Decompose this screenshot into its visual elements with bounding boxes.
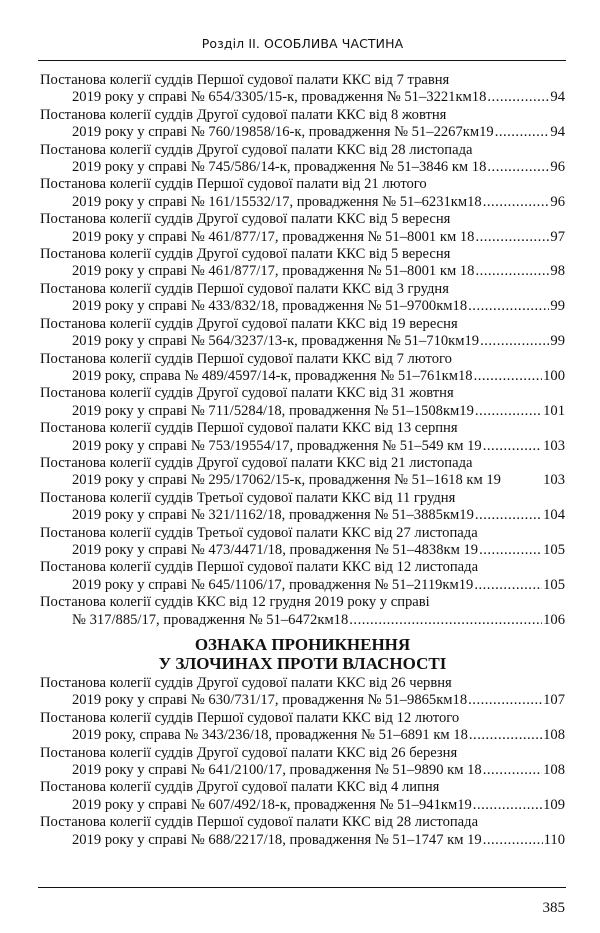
toc-entry-case-reference: 2019 року, справа № 489/4597/14-к, провадження № 51–761км18 [72, 367, 473, 384]
toc-entry-title: Постанова колегії суддів Першої судової палати ККС від 7 лютого [40, 350, 452, 367]
toc-entry[interactable] [40, 316, 565, 351]
toc-entry[interactable] [40, 455, 565, 490]
toc-entry-title: Постанова колегії суддів Третьої судової палати ККС від 27 листопада [40, 524, 478, 541]
toc-leader-dots [486, 89, 549, 106]
toc-entry[interactable] [40, 107, 565, 142]
toc-leader-dots [482, 194, 550, 211]
toc-entry[interactable] [40, 779, 565, 814]
toc-entry-title: Постанова колегії суддів Другої судової палати ККС від 31 жовтня [40, 385, 454, 402]
toc-entry-case-reference: 2019 року, справа № 343/236/18, провадження № 51–6891 км 18 [72, 727, 468, 744]
toc-entry-case-reference: 2019 року у справі № 645/1106/17, провадження № 51–2119км19 [72, 576, 474, 593]
toc-leader-spacer [501, 472, 542, 489]
toc-entry-page: 104 [543, 507, 565, 524]
toc-entry-detail-line [40, 403, 565, 420]
toc-leader-dots [479, 333, 549, 350]
toc-leader-dots [474, 507, 542, 524]
toc-entry-title: Постанова колегії суддів Другої судової палати ККС від 5 вересня [40, 211, 451, 228]
toc-leader-dots [472, 797, 542, 814]
toc-entry-case-reference: 2019 року у справі № 161/15532/17, провадження № 51–6231км18 [72, 193, 482, 210]
toc-entry-detail-line [40, 472, 565, 489]
toc-entry-page: 94 [550, 124, 565, 141]
toc-entry-title: Постанова колегії суддів Першої судової палати від 21 лютого [40, 176, 427, 193]
toc-leader-dots [474, 403, 542, 420]
toc-entry-case-reference: 2019 року у справі № 688/2217/18, провадження № 51–1747 км 19 [72, 831, 482, 848]
toc-leader-dots [348, 612, 542, 629]
toc-entry-case-reference: 2019 року у справі № 433/832/18, провадження № 51–9700км18 [72, 298, 468, 315]
toc-entry-title: Постанова колегії суддів Другої судової палати ККС від 4 липня [40, 779, 440, 796]
toc-entry-case-reference: 2019 року у справі № 461/877/17, провадження № 51–8001 км 18 [72, 263, 475, 280]
toc-entry-detail-line [40, 832, 565, 849]
toc-entry-title: Постанова колегії суддів Першої судової палати ККС від 28 листопада [40, 814, 479, 831]
toc-entry[interactable] [40, 559, 565, 594]
toc-entry-case-reference: 2019 року у справі № 607/492/18-к, провадження № 51–941км19 [72, 796, 472, 813]
toc-entry-page: 105 [543, 541, 565, 558]
section-heading-line-1: ОЗНАКА ПРОНИКНЕННЯ [194, 635, 411, 654]
toc-entry-page: 109 [543, 796, 565, 813]
toc-entry[interactable] [40, 211, 565, 246]
toc-entry-title: Постанова колегії суддів Першої судової палати ККС від 12 листопада [40, 559, 479, 576]
toc-entry-detail-line [40, 692, 565, 709]
toc-entry-title: Постанова колегії суддів Третьої судової палати ККС від 11 грудня [40, 489, 456, 506]
toc-leader-dots [473, 368, 543, 385]
toc-leader-dots [482, 438, 542, 455]
toc-entry[interactable] [40, 710, 565, 745]
toc-entry-case-reference: 2019 року у справі № 564/3237/13-к, провадження № 51–710км19 [72, 333, 480, 350]
toc-leader-dots [467, 298, 549, 315]
toc-entry-title: Постанова колегії суддів Другої судової палати ККС від 21 листопада [40, 454, 473, 471]
toc-entry-case-reference: 2019 року у справі № 654/3305/15-к, провадження № 51–3221км18 [72, 89, 487, 106]
toc-leader-dots [486, 159, 549, 176]
toc-entry-case-reference: 2019 року у справі № 295/17062/15-к, провадження № 51–1618 км 19 [72, 472, 501, 489]
footer-rule [38, 887, 566, 888]
toc-entry-detail-line [40, 727, 565, 744]
toc-entry[interactable] [40, 814, 565, 849]
toc-entry-page: 105 [543, 576, 565, 593]
toc-entry-detail-line [40, 229, 565, 246]
toc-leader-dots [482, 762, 542, 779]
toc-entry-detail-line [40, 577, 565, 594]
section-heading [40, 635, 565, 673]
toc-entry-page: 96 [550, 193, 565, 210]
toc-entry-case-reference: 2019 року у справі № 630/731/17, провадження № 51–9865км18 [72, 692, 468, 709]
toc-entry-page: 103 [543, 437, 565, 454]
toc-entry-title: Постанова колегії суддів Першої судової палати ККС від 13 серпня [40, 420, 458, 437]
toc-entry-case-reference: 2019 року у справі № 745/586/14-к, провадження № 51–3846 км 18 [72, 159, 487, 176]
toc-entry-detail-line [40, 797, 565, 814]
toc-entry-page: 97 [550, 228, 565, 245]
toc-entry-detail-line [40, 612, 565, 629]
toc-entry-page: 94 [550, 89, 565, 106]
toc-entry-title: Постанова колегії суддів Першої судової палати ККС від 12 лютого [40, 709, 460, 726]
toc-entry-title: Постанова колегії суддів Першої судової палати ККС від 3 грудня [40, 280, 449, 297]
toc-entry-detail-line [40, 89, 565, 106]
toc-entry[interactable] [40, 675, 565, 710]
toc-entry[interactable] [40, 72, 565, 107]
header-rule [38, 60, 566, 61]
toc-entry-title: Постанова колегії суддів Першої судової палати ККС від 7 травня [40, 72, 450, 88]
toc-entry-page: 108 [543, 727, 565, 744]
toc-entry-title: Постанова колегії суддів Другої судової палати ККС від 28 листопада [40, 141, 473, 158]
toc-entry-case-reference: 2019 року у справі № 461/877/17, провадження № 51–8001 км 18 [72, 228, 475, 245]
section-heading-line-2: У ЗЛОЧИНАХ ПРОТИ ВЛАСНОСТІ [158, 654, 447, 673]
toc-entry-detail-line [40, 159, 565, 176]
toc-entry-detail-line [40, 298, 565, 315]
toc-entry-page: 103 [543, 472, 565, 489]
toc-leader-dots [482, 832, 543, 849]
toc-entry-case-reference: № 317/885/17, провадження № 51–6472км18 [72, 611, 349, 628]
toc-entry-case-reference: 2019 року у справі № 641/2100/17, провадження № 51–9890 км 18 [72, 762, 482, 779]
toc-entry-detail-line [40, 438, 565, 455]
toc-entry[interactable] [40, 525, 565, 560]
toc-entry-detail-line [40, 762, 565, 779]
toc-entry-detail-line [40, 263, 565, 280]
toc-entry-detail-line [40, 124, 565, 141]
toc-entry-case-reference: 2019 року у справі № 321/1162/18, провадження № 51–3885км19 [72, 507, 474, 524]
toc-entry-case-reference: 2019 року у справі № 753/19554/17, провадження № 51–549 км 19 [72, 437, 482, 454]
toc-leader-dots [494, 124, 550, 141]
toc-entry-title: Постанова колегії суддів Другої судової палати ККС від 19 вересня [40, 315, 458, 332]
toc-entry-title: Постанова колегії суддів Другої судової палати ККС від 26 червня [40, 675, 452, 691]
toc-entry-detail-line [40, 194, 565, 211]
toc-entry-page: 110 [543, 831, 565, 848]
toc-entry[interactable] [40, 745, 565, 780]
toc-leader-dots [473, 577, 542, 594]
toc-entry-page: 100 [543, 367, 565, 384]
toc-entry-page: 99 [550, 298, 565, 315]
toc-leader-dots [467, 692, 542, 709]
toc-entry[interactable] [40, 594, 565, 629]
table-of-contents [40, 72, 565, 849]
toc-group-1 [40, 72, 565, 629]
toc-entry-case-reference: 2019 року у справі № 760/19858/16-к, провадження № 51–2267км19 [72, 124, 494, 141]
toc-entry-case-reference: 2019 року у справі № 473/4471/18, провадження № 51–4838км 19 [72, 541, 479, 558]
toc-entry[interactable] [40, 385, 565, 420]
toc-entry[interactable] [40, 351, 565, 386]
toc-entry[interactable] [40, 246, 565, 281]
toc-entry-page: 96 [550, 159, 565, 176]
toc-entry-page: 99 [550, 333, 565, 350]
toc-entry-title: Постанова колегії суддів ККС від 12 грудня 2019 року у справі [40, 594, 430, 611]
toc-entry-detail-line [40, 333, 565, 350]
toc-group-2 [40, 675, 565, 849]
toc-entry-detail-line [40, 368, 565, 385]
toc-entry[interactable] [40, 176, 565, 211]
toc-entry-title: Постанова колегії суддів Другої судової палати ККС від 5 вересня [40, 246, 451, 263]
toc-entry-page: 98 [550, 263, 565, 280]
toc-entry[interactable] [40, 142, 565, 177]
toc-entry-detail-line [40, 542, 565, 559]
toc-entry-page: 101 [543, 402, 565, 419]
running-head: Розділ II. ОСОБЛИВА ЧАСТИНА [201, 36, 404, 51]
toc-entry[interactable] [40, 490, 565, 525]
toc-entry-page: 107 [543, 692, 565, 709]
toc-leader-dots [474, 229, 549, 246]
toc-entry[interactable] [40, 420, 565, 455]
toc-entry-title: Постанова колегії суддів Другої судової палати ККС від 8 жовтня [40, 106, 447, 123]
toc-entry-detail-line [40, 507, 565, 524]
toc-leader-dots [468, 727, 542, 744]
toc-leader-dots [478, 542, 542, 559]
toc-leader-dots [474, 263, 549, 280]
toc-entry-page: 106 [543, 611, 565, 628]
toc-entry-case-reference: 2019 року у справі № 711/5284/18, провадження № 51–1508км19 [72, 402, 474, 419]
toc-entry-page: 108 [543, 762, 565, 779]
toc-entry-title: Постанова колегії суддів Другої судової палати ККС від 26 березня [40, 744, 458, 761]
page-number: 385 [542, 900, 565, 916]
toc-entry[interactable] [40, 281, 565, 316]
